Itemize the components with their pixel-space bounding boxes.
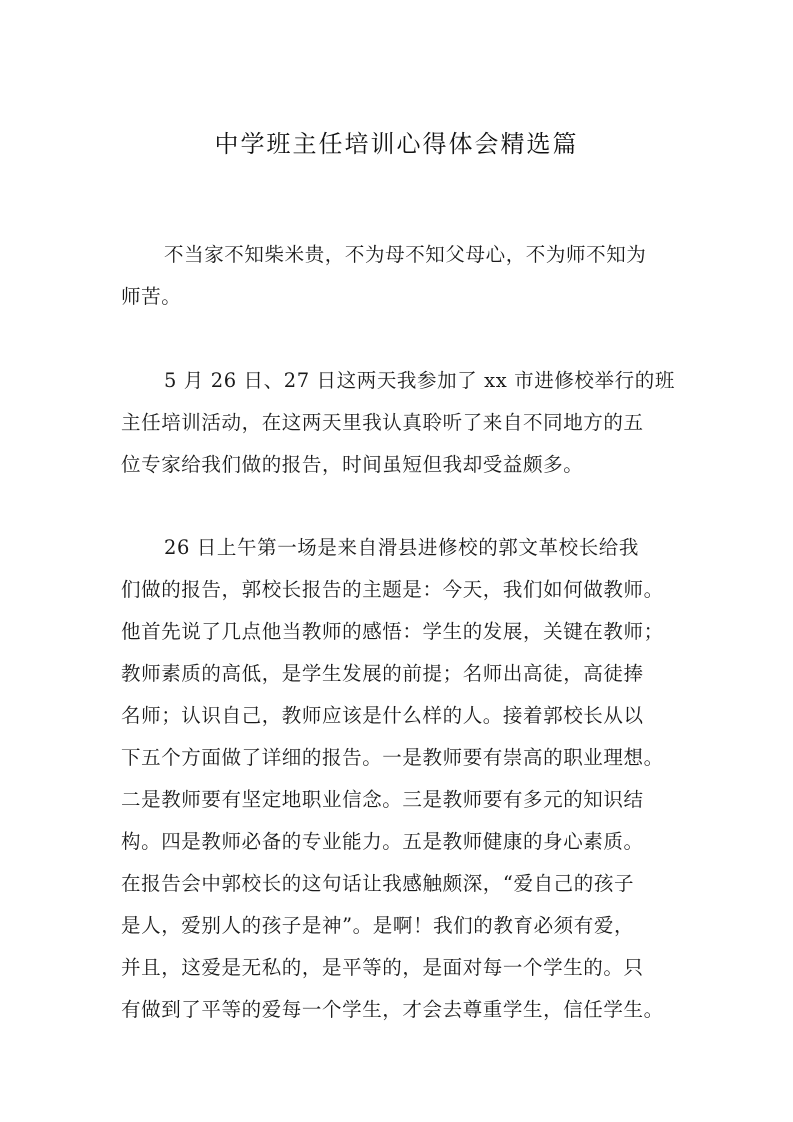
paragraph-1-line-2: 师苦。	[121, 285, 182, 308]
paragraph-3-line-9: 在报告会中郭校长的这句话让我感触颇深，“爱自己的孩子	[121, 872, 635, 895]
paragraph-3-line-8: 构。四是教师必备的专业能力。五是教师健康的身心素质。	[121, 830, 644, 853]
paragraph-3-line-12: 有做到了平等的爱每一个学生，才会去尊重学生，信任学生。	[121, 998, 664, 1021]
paragraph-3-line-3: 他首先说了几点他当教师的感悟：学生的发展，关键在教师；	[121, 620, 664, 643]
document-title: 中学班主任培训心得体会精选篇	[214, 130, 579, 158]
paragraph-2-line-3: 位专家给我们做的报告，时间虽短但我却受益颇多。	[121, 453, 584, 476]
paragraph-2-line-1: 5 月 26 日、27 日这两天我参加了 xx 市进修校举行的班	[164, 369, 675, 392]
paragraph-3-line-6: 下五个方面做了详细的报告。一是教师要有崇高的职业理想。	[121, 746, 664, 769]
paragraph-3-line-4: 教师素质的高低，是学生发展的前提；名师出高徒，高徒捧	[121, 662, 644, 685]
paragraph-3-line-7: 二是教师要有坚定地职业信念。三是教师要有多元的知识结	[121, 788, 644, 811]
paragraph-3-line-1: 26 日上午第一场是来自滑县进修校的郭文革校长给我	[164, 536, 640, 559]
paragraph-3-line-2: 们做的报告，郭校长报告的主题是：今天，我们如何做教师。	[121, 578, 664, 601]
paragraph-3-line-10: 是人，爱别人的孩子是神”。是啊！我们的教育必须有爱，	[121, 914, 635, 937]
paragraph-2-line-2: 主任培训活动，在这两天里我认真聆听了来自不同地方的五	[121, 411, 644, 434]
paragraph-1-line-1: 不当家不知柴米贵，不为母不知父母心，不为师不知为	[164, 243, 647, 266]
paragraph-3-line-11: 并且，这爱是无私的，是平等的，是面对每一个学生的。只	[121, 956, 644, 979]
paragraph-3-line-5: 名师；认识自己，教师应该是什么样的人。接着郭校长从以	[121, 704, 644, 727]
